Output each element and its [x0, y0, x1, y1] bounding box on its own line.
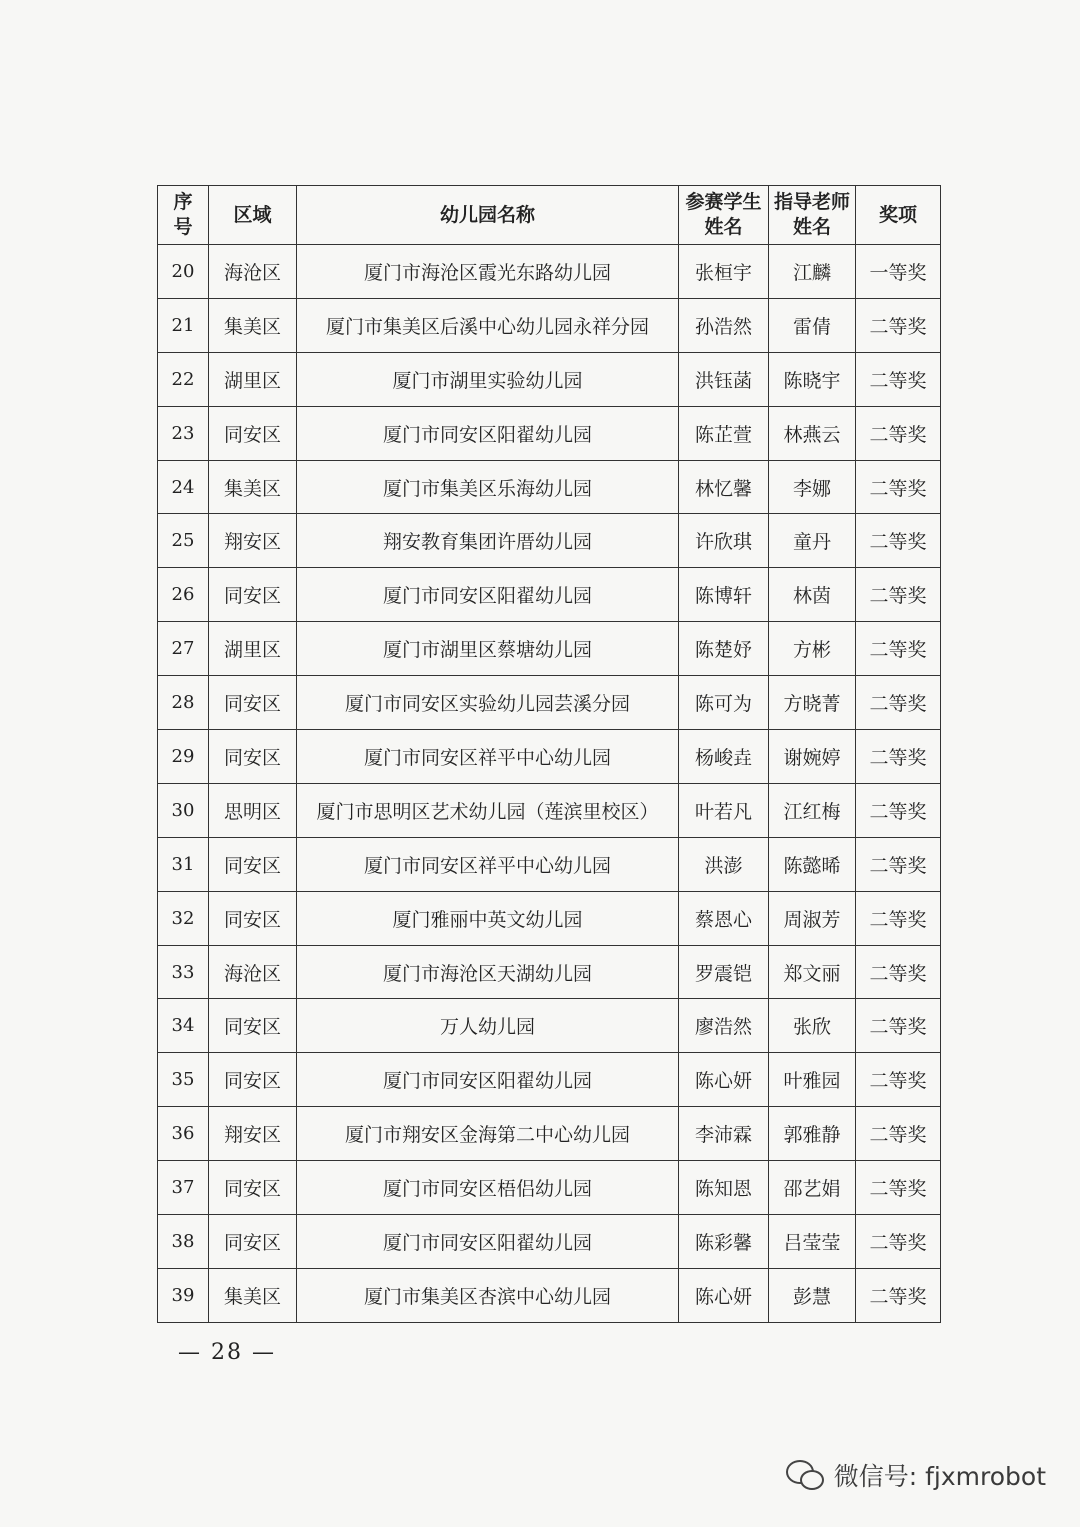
cell-seq: 36 [158, 1107, 209, 1161]
cell-student: 陈彩馨 [679, 1215, 769, 1269]
table-row [158, 1107, 941, 1161]
cell-student: 许欣琪 [679, 514, 769, 568]
cell-award: 二等奖 [856, 891, 941, 945]
cell-student: 陈心妍 [679, 1053, 769, 1107]
cell-district: 同安区 [209, 1161, 297, 1215]
header-award: 奖项 [856, 186, 941, 245]
cell-student: 孙浩然 [679, 298, 769, 352]
cell-award: 二等奖 [856, 514, 941, 568]
table-row [158, 676, 941, 730]
cell-kindergarten: 厦门市海沧区霞光东路幼儿园 [297, 245, 679, 299]
cell-seq: 29 [158, 730, 209, 784]
cell-kindergarten: 厦门市集美区杏滨中心幼儿园 [297, 1268, 679, 1322]
cell-district: 同安区 [209, 676, 297, 730]
table-row [158, 514, 941, 568]
cell-teacher: 林茵 [769, 568, 856, 622]
cell-student: 陈知恩 [679, 1161, 769, 1215]
cell-student: 陈博轩 [679, 568, 769, 622]
cell-teacher: 林燕云 [769, 406, 856, 460]
cell-kindergarten: 厦门市湖里实验幼儿园 [297, 352, 679, 406]
table-row [158, 622, 941, 676]
cell-teacher: 李娜 [769, 460, 856, 514]
cell-kindergarten: 厦门雅丽中英文幼儿园 [297, 891, 679, 945]
cell-seq: 37 [158, 1161, 209, 1215]
cell-district: 同安区 [209, 730, 297, 784]
cell-district: 湖里区 [209, 352, 297, 406]
watermark [786, 1457, 1046, 1493]
cell-student: 廖浩然 [679, 999, 769, 1053]
cell-district: 同安区 [209, 1053, 297, 1107]
cell-student: 陈楚妤 [679, 622, 769, 676]
cell-teacher: 陈懿晞 [769, 837, 856, 891]
cell-district: 同安区 [209, 1215, 297, 1269]
cell-district: 集美区 [209, 1268, 297, 1322]
cell-award: 二等奖 [856, 1107, 941, 1161]
cell-district: 海沧区 [209, 945, 297, 999]
cell-kindergarten: 厦门市同安区阳翟幼儿园 [297, 1053, 679, 1107]
cell-award: 二等奖 [856, 999, 941, 1053]
cell-award: 二等奖 [856, 1053, 941, 1107]
header-student: 参赛学生姓名 [679, 186, 769, 245]
table-row [158, 352, 941, 406]
cell-district: 思明区 [209, 783, 297, 837]
cell-kindergarten: 厦门市翔安区金海第二中心幼儿园 [297, 1107, 679, 1161]
cell-teacher: 郑文丽 [769, 945, 856, 999]
cell-district: 同安区 [209, 999, 297, 1053]
cell-kindergarten: 厦门市集美区后溪中心幼儿园永祥分园 [297, 298, 679, 352]
cell-kindergarten: 万人幼儿园 [297, 999, 679, 1053]
cell-award: 二等奖 [856, 945, 941, 999]
cell-seq: 24 [158, 460, 209, 514]
table-row [158, 730, 941, 784]
cell-kindergarten: 厦门市同安区祥平中心幼儿园 [297, 837, 679, 891]
cell-kindergarten: 厦门市同安区祥平中心幼儿园 [297, 730, 679, 784]
cell-district: 翔安区 [209, 514, 297, 568]
cell-award: 二等奖 [856, 676, 941, 730]
cell-student: 蔡恩心 [679, 891, 769, 945]
cell-award: 二等奖 [856, 1161, 941, 1215]
cell-student: 叶若凡 [679, 783, 769, 837]
cell-teacher: 陈晓宇 [769, 352, 856, 406]
cell-seq: 21 [158, 298, 209, 352]
table-header-row [158, 186, 941, 245]
cell-district: 集美区 [209, 298, 297, 352]
table-row [158, 460, 941, 514]
cell-award: 二等奖 [856, 568, 941, 622]
cell-seq: 38 [158, 1215, 209, 1269]
cell-seq: 28 [158, 676, 209, 730]
table-row [158, 1215, 941, 1269]
cell-kindergarten: 厦门市同安区阳翟幼儿园 [297, 406, 679, 460]
cell-student: 杨峻垚 [679, 730, 769, 784]
cell-teacher: 雷倩 [769, 298, 856, 352]
cell-award: 二等奖 [856, 352, 941, 406]
cell-student: 林忆馨 [679, 460, 769, 514]
cell-seq: 26 [158, 568, 209, 622]
cell-teacher: 邵艺娟 [769, 1161, 856, 1215]
cell-award: 二等奖 [856, 1215, 941, 1269]
cell-district: 同安区 [209, 891, 297, 945]
cell-teacher: 江红梅 [769, 783, 856, 837]
cell-seq: 35 [158, 1053, 209, 1107]
cell-seq: 25 [158, 514, 209, 568]
cell-teacher: 童丹 [769, 514, 856, 568]
cell-district: 海沧区 [209, 245, 297, 299]
table-row [158, 245, 941, 299]
header-district: 区域 [209, 186, 297, 245]
table-row [158, 568, 941, 622]
cell-teacher: 彭慧 [769, 1268, 856, 1322]
table-body [158, 245, 941, 1323]
table-row [158, 1268, 941, 1322]
cell-teacher: 江麟 [769, 245, 856, 299]
cell-kindergarten: 厦门市同安区梧侣幼儿园 [297, 1161, 679, 1215]
cell-award: 二等奖 [856, 783, 941, 837]
cell-district: 同安区 [209, 837, 297, 891]
cell-award: 二等奖 [856, 622, 941, 676]
cell-kindergarten: 翔安教育集团许厝幼儿园 [297, 514, 679, 568]
cell-student: 张桓宇 [679, 245, 769, 299]
header-kindergarten: 幼儿园名称 [297, 186, 679, 245]
cell-seq: 30 [158, 783, 209, 837]
cell-district: 同安区 [209, 568, 297, 622]
cell-seq: 23 [158, 406, 209, 460]
cell-award: 二等奖 [856, 406, 941, 460]
cell-seq: 31 [158, 837, 209, 891]
cell-teacher: 谢婉婷 [769, 730, 856, 784]
cell-award: 二等奖 [856, 1268, 941, 1322]
cell-teacher: 方晓菁 [769, 676, 856, 730]
cell-teacher: 张欣 [769, 999, 856, 1053]
wechat-icon [786, 1458, 826, 1492]
header-seq: 序号 [158, 186, 209, 245]
cell-seq: 32 [158, 891, 209, 945]
cell-district: 集美区 [209, 460, 297, 514]
cell-teacher: 郭雅静 [769, 1107, 856, 1161]
cell-student: 洪钰菡 [679, 352, 769, 406]
cell-student: 李沛霖 [679, 1107, 769, 1161]
table-row [158, 891, 941, 945]
cell-student: 陈心妍 [679, 1268, 769, 1322]
cell-teacher: 叶雅园 [769, 1053, 856, 1107]
cell-kindergarten: 厦门市同安区阳翟幼儿园 [297, 1215, 679, 1269]
cell-district: 湖里区 [209, 622, 297, 676]
cell-award: 二等奖 [856, 460, 941, 514]
cell-student: 陈可为 [679, 676, 769, 730]
cell-student: 洪澎 [679, 837, 769, 891]
cell-award: 二等奖 [856, 837, 941, 891]
cell-seq: 22 [158, 352, 209, 406]
cell-seq: 27 [158, 622, 209, 676]
cell-award: 二等奖 [856, 730, 941, 784]
cell-teacher: 方彬 [769, 622, 856, 676]
cell-student: 罗震铠 [679, 945, 769, 999]
cell-kindergarten: 厦门市同安区实验幼儿园芸溪分园 [297, 676, 679, 730]
watermark-text: 微信号: fjxmrobot [833, 1462, 1046, 1491]
cell-kindergarten: 厦门市海沧区天湖幼儿园 [297, 945, 679, 999]
table-row [158, 783, 941, 837]
cell-seq: 39 [158, 1268, 209, 1322]
cell-kindergarten: 厦门市湖里区蔡塘幼儿园 [297, 622, 679, 676]
cell-award: 二等奖 [856, 298, 941, 352]
cell-student: 陈芷萱 [679, 406, 769, 460]
page-number: — 28 — [178, 1340, 276, 1365]
cell-seq: 33 [158, 945, 209, 999]
cell-teacher: 周淑芳 [769, 891, 856, 945]
table-row [158, 999, 941, 1053]
table-row [158, 406, 941, 460]
cell-district: 翔安区 [209, 1107, 297, 1161]
cell-district: 同安区 [209, 406, 297, 460]
table-row [158, 945, 941, 999]
cell-seq: 34 [158, 999, 209, 1053]
cell-kindergarten: 厦门市同安区阳翟幼儿园 [297, 568, 679, 622]
award-table [157, 185, 941, 1323]
cell-kindergarten: 厦门市集美区乐海幼儿园 [297, 460, 679, 514]
header-teacher: 指导老师姓名 [769, 186, 856, 245]
cell-kindergarten: 厦门市思明区艺术幼儿园（莲滨里校区） [297, 783, 679, 837]
table-row [158, 1053, 941, 1107]
cell-teacher: 吕莹莹 [769, 1215, 856, 1269]
table-row [158, 837, 941, 891]
table-row [158, 298, 941, 352]
cell-award: 一等奖 [856, 245, 941, 299]
table-row [158, 1161, 941, 1215]
cell-seq: 20 [158, 245, 209, 299]
